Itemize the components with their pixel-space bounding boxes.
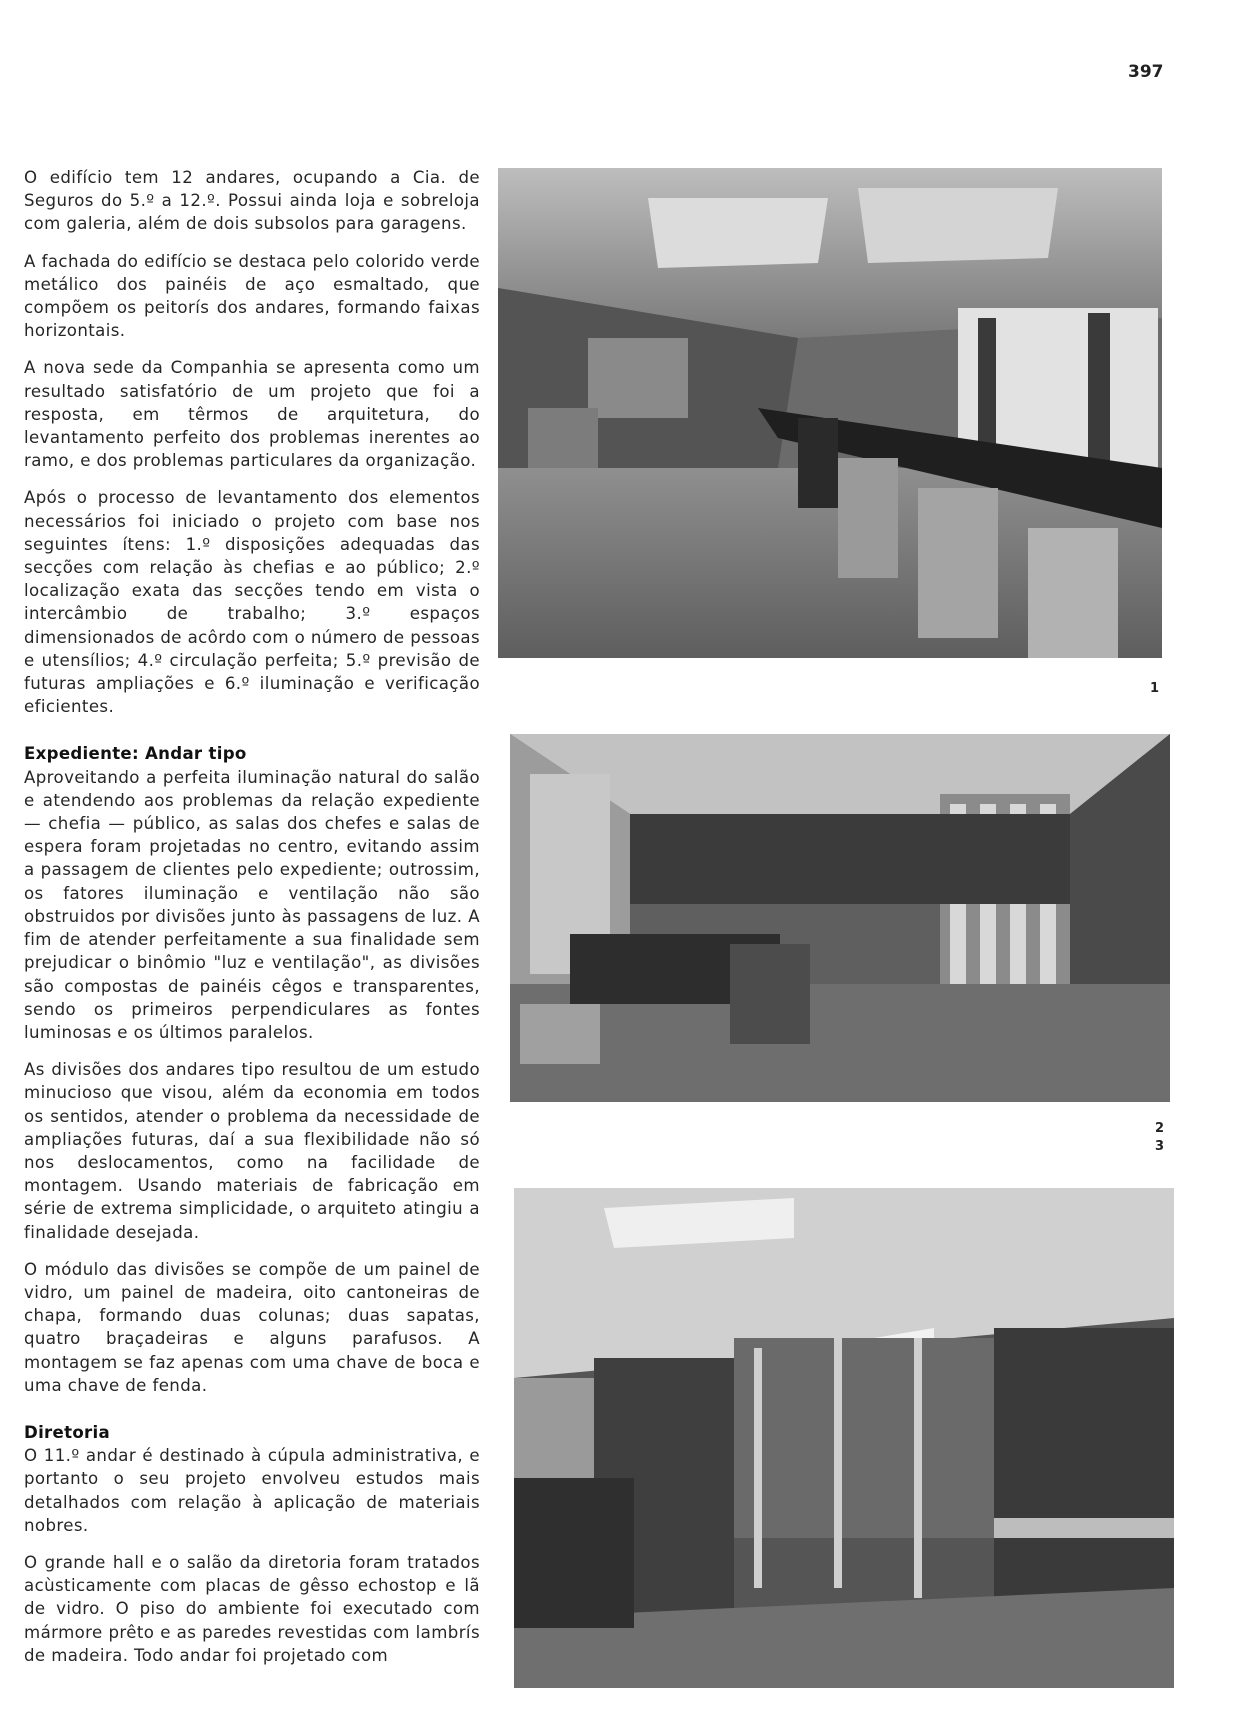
paragraph-expediente-3: O módulo das divisões se compõe de um painel de vidro, um painel de madeira, oito cantoneiras de chapa, formando duas colunas; duas sapatas, quatro braçadeiras e alguns parafusos. A montagem se faz apenas com uma chave de boca e uma chave de fenda. — [24, 1259, 480, 1395]
caption-photo-2: 2 — [1154, 1121, 1164, 1136]
heading-expediente: Expediente: Andar tipo — [24, 744, 247, 764]
paragraph-diretoria-1: O 11.º andar é destinado à cúpula administrativa, e portanto o seu projeto envolveu estudos mais detalhados com relação à aplicação de materiais nobres. — [24, 1446, 480, 1535]
photo-wood-paneled-hall — [514, 1188, 1174, 1688]
photo-office-open-plan — [510, 734, 1170, 1102]
paragraph-expediente-1: Aproveitando a perfeita iluminação natural do salão e atendendo aos problemas da relação expediente — chefia — público, as salas dos chefes e salas de espera foram projetadas no centro, evitando assim a passagem de clientes pelo expediente; outrossim, os fatores iluminação e ventilação não são obstruidos por divisões junto às passagens de luz. A fim de atender perfeitamente a sua finalidade sem prejudicar o binômio "luz e ventilação", as divisões são compostas de painéis cêgos e transparentes, sendo os primeiros perpendiculares as fontes luminosas e os últimos paralelos. — [24, 767, 480, 1042]
caption-photo-3: 3 — [1154, 1139, 1164, 1154]
paragraph-diretoria-2: O grande hall e o salão da diretoria foram tratados acùsticamente com placas de gêsso echostop e lã de vidro. O piso do ambiente foi executado com mármore prêto e as paredes revestidas com lambrís de madeira. Todo andar foi projetado com — [24, 1552, 480, 1665]
photo-office-meeting-room — [498, 168, 1162, 658]
heading-diretoria: Diretoria — [24, 1422, 111, 1442]
paragraph-intro-4: Após o processo de levantamento dos elementos necessários foi iniciado o projeto com base nos seguintes ítens: 1.º disposições adequadas das secções com relação às chefias e ao público; 2.º localização exata das secções tendo em vista o intercâmbio de trabalho; 3.º espaços dimensionados de acôrdo com o número de pessoas e utensílios; 4.º circulação perfeita; 5.º previsão de futuras ampliações e 6.º iluminação e verificação eficientes. — [24, 488, 480, 717]
paragraph-expediente-2: As divisões dos andares tipo resultou de um estudo minucioso que visou, além da economia em todos os sentidos, atender o problema da necessidade de ampliações futuras, daí a sua flexibilidade não só nos deslocamentos, como na facilidade de montagem. Usando materiais de fabricação em série de extrema simplicidade, o arquiteto atingiu a finalidade desejada. — [24, 1060, 480, 1242]
caption-photo-1: 1 — [1150, 681, 1160, 696]
page-number: 397 — [1128, 62, 1164, 82]
caption-photo-2-3 — [1150, 1120, 1164, 1156]
text-column — [24, 166, 480, 1681]
paragraph-intro-2: A fachada do edifício se destaca pelo colorido verde metálico dos painéis de aço esmaltado, que compõem os peitorís dos andares, formando faixas horizontais. — [24, 251, 480, 341]
paragraph-intro-1: O edifício tem 12 andares, ocupando a Cia. de Seguros do 5.º a 12.º. Possui ainda loja e sobreloja com galeria, além de dois subsolos para garagens. — [24, 168, 480, 234]
paragraph-intro-3: A nova sede da Companhia se apresenta como um resultado satisfatório de um projeto que foi a resposta, em têrmos de arquitetura, do levantamento perfeito dos problemas inerentes ao ramo, e dos problemas particulares da organização. — [24, 358, 480, 471]
